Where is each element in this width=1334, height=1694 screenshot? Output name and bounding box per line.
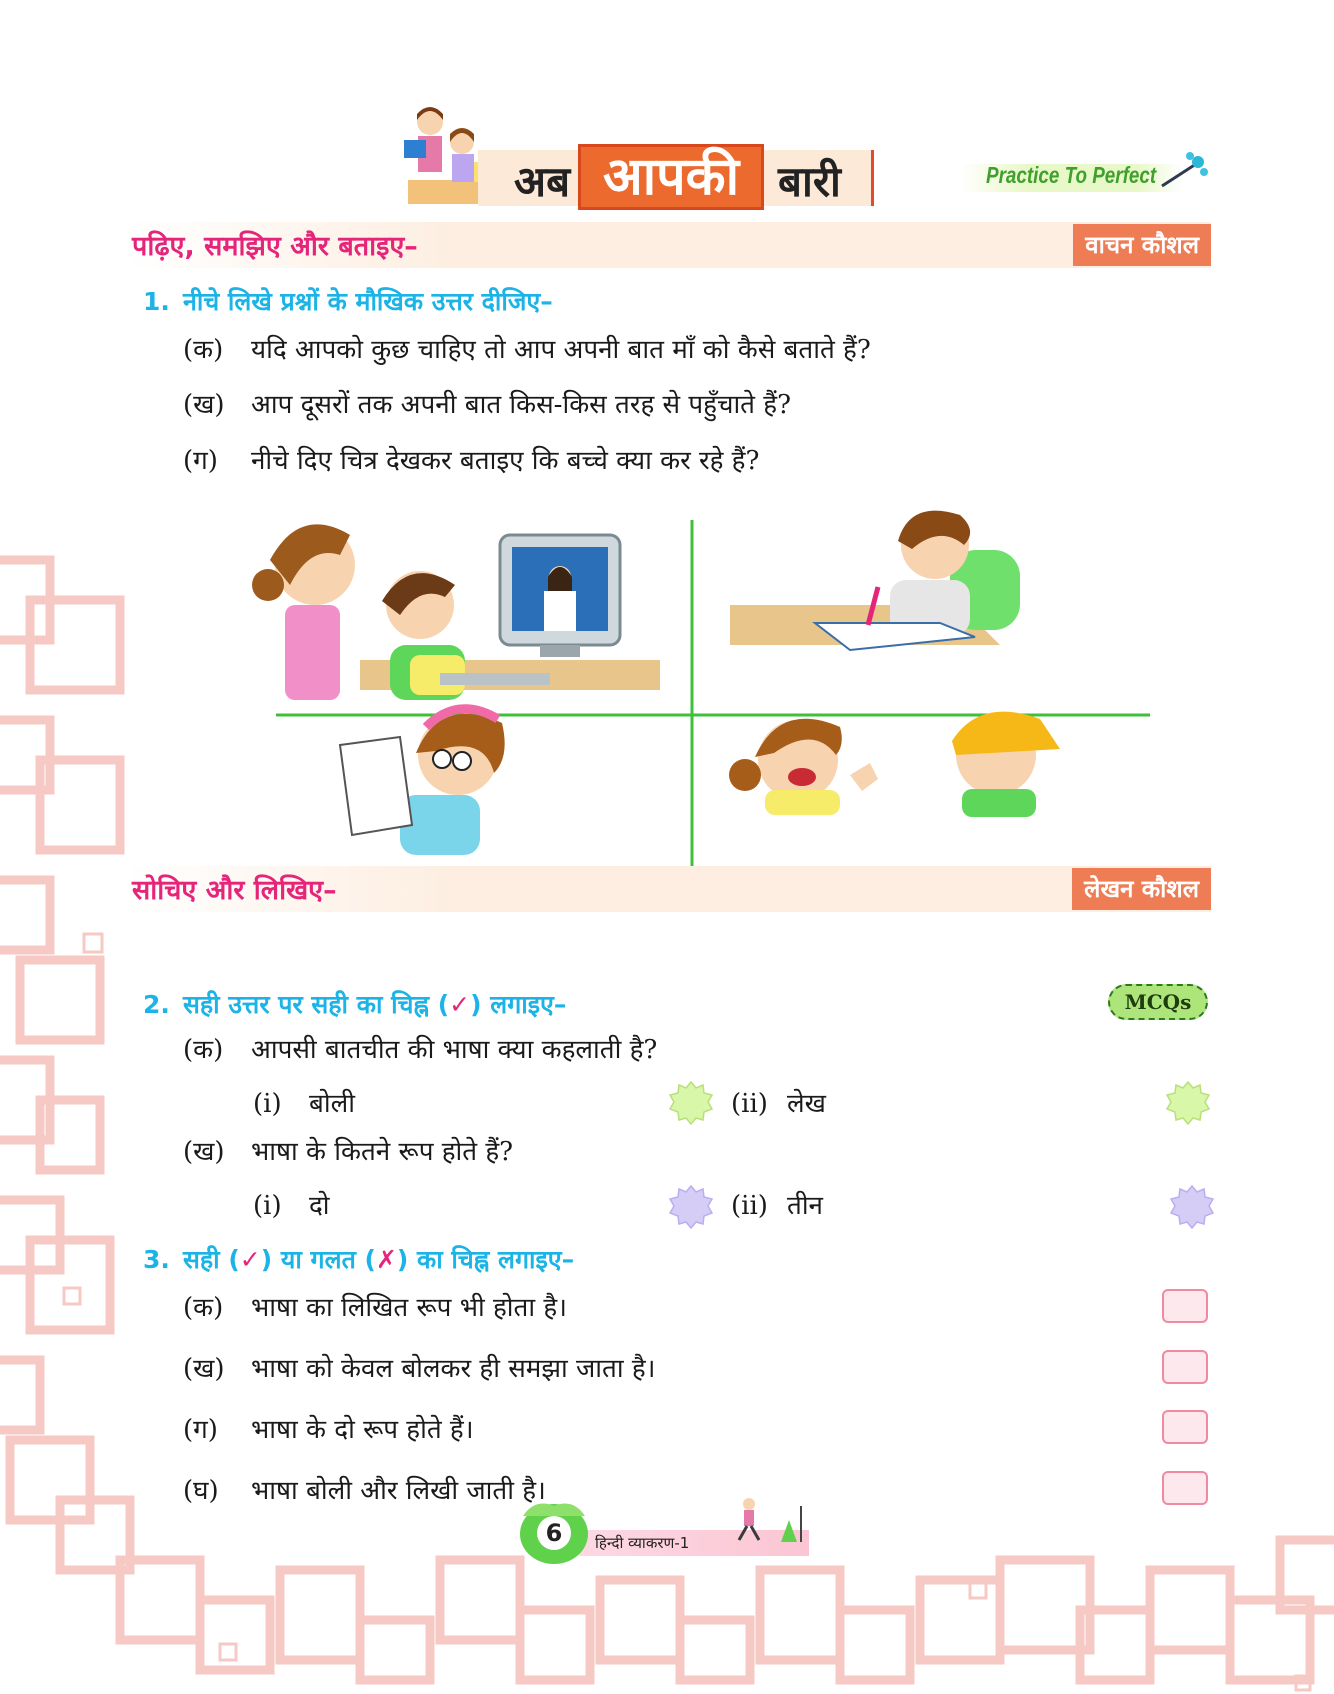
answer-box[interactable] (1162, 1410, 1208, 1444)
question-number: 2. (143, 990, 170, 1019)
item-text: आप दूसरों तक अपनी बात किस-किस तरह से पहुँचाते हैं? (251, 390, 792, 420)
illustration-canvas (240, 505, 1150, 905)
item-label: (ग) (183, 1415, 218, 1445)
item-text: भाषा के दो रूप होते हैं। (251, 1415, 474, 1445)
option-text: बोली (309, 1089, 355, 1119)
item-label: (क) (183, 335, 224, 365)
pen-splash-icon (1160, 150, 1210, 196)
book-title: हिन्दी व्याकरण-1 (595, 1534, 690, 1552)
banner-word-ab: अब (514, 157, 571, 206)
item-label: (ख) (183, 1137, 225, 1167)
panel-computer-icon (252, 524, 660, 700)
mcq-option (253, 1084, 355, 1120)
panel-reading-icon (340, 709, 505, 855)
banner-word-bari: बारी (778, 157, 841, 206)
item-text: भाषा को केवल बोलकर ही समझा जाता है। (251, 1354, 656, 1384)
option-text: लेख (787, 1089, 826, 1119)
true-false-item (183, 1410, 474, 1446)
item-label: (क) (183, 1035, 224, 1065)
item-label: (क) (183, 1293, 224, 1323)
mcq-option (731, 1084, 826, 1120)
mcq-option (253, 1186, 330, 1222)
mcq-option (731, 1186, 823, 1222)
banner-word-aapki: आपकी (602, 146, 740, 207)
question-item (183, 441, 759, 477)
answer-burst-checkbox[interactable] (1170, 1185, 1214, 1229)
question-item (183, 385, 791, 421)
runner-icon (729, 1496, 809, 1546)
question-text-pre: सही उत्तर पर सही का चिह्न ( (183, 990, 450, 1019)
section-title: सोचिए और लिखिए– (132, 875, 337, 906)
item-label: (ख) (183, 1354, 225, 1384)
practice-to-perfect-tag (960, 150, 1210, 196)
question-2-heading (143, 987, 566, 1021)
question-3-heading (143, 1242, 574, 1276)
option-label: (ii) (731, 1089, 768, 1119)
answer-burst-checkbox[interactable] (1166, 1081, 1210, 1125)
item-label: (ग) (183, 446, 218, 476)
children-illustration-grid (240, 505, 1150, 905)
question-text-mid: ) या गलत ( (260, 1245, 376, 1274)
skill-tag-reading: वाचन कौशल (1073, 224, 1211, 266)
tick-mark-icon: ✓ (239, 1245, 261, 1274)
option-text: दो (309, 1191, 330, 1221)
tick-mark-icon: ✓ (449, 990, 471, 1019)
answer-burst-checkbox[interactable] (669, 1081, 713, 1125)
question-1-heading (143, 284, 553, 318)
cross-mark-icon: ✗ (375, 1245, 397, 1274)
question-text-post: ) लगाइए– (470, 990, 567, 1019)
section-think-write (124, 866, 1211, 912)
option-text: तीन (787, 1191, 823, 1221)
section-read-understand (124, 222, 1211, 268)
item-label: (ख) (183, 390, 225, 420)
option-label: (i) (253, 1089, 282, 1119)
true-false-item (183, 1349, 656, 1385)
skill-tag-writing: लेखन कौशल (1072, 868, 1211, 910)
true-false-item (183, 1471, 546, 1507)
item-label: (घ) (183, 1476, 219, 1506)
mcq-question (183, 1030, 657, 1066)
question-number: 3. (143, 1245, 170, 1274)
option-label: (i) (253, 1191, 282, 1221)
panel-talking-icon (729, 712, 1060, 817)
answer-box[interactable] (1162, 1289, 1208, 1323)
banner-highlight-box (578, 144, 764, 210)
true-false-item (183, 1288, 567, 1324)
item-text: यदि आपको कुछ चाहिए तो आप अपनी बात माँ को कैसे बताते हैं? (251, 335, 871, 365)
item-text: नीचे दिए चित्र देखकर बताइए कि बच्चे क्या कर रहे हैं? (251, 446, 760, 476)
question-text-post: ) का चिह्न लगाइए– (396, 1245, 575, 1274)
answer-burst-checkbox[interactable] (669, 1185, 713, 1229)
answer-box[interactable] (1162, 1350, 1208, 1384)
question-item (183, 330, 871, 366)
question-text: नीचे लिखे प्रश्नों के मौखिक उत्तर दीजिए– (183, 287, 553, 316)
page-number: 6 (537, 1516, 571, 1550)
panel-writing-icon (730, 511, 1020, 650)
section-title: पढ़िए, समझिए और बताइए– (132, 231, 418, 262)
option-label: (ii) (731, 1191, 768, 1221)
item-text: भाषा का लिखित रूप भी होता है। (251, 1293, 567, 1323)
chapter-banner (400, 100, 880, 210)
tagline-text: Practice To Perfect (986, 162, 1157, 188)
answer-box[interactable] (1162, 1471, 1208, 1505)
question-text-pre: सही ( (183, 1245, 240, 1274)
item-text: भाषा बोली और लिखी जाती है। (251, 1476, 546, 1506)
mcq-question (183, 1132, 513, 1168)
question-number: 1. (143, 287, 170, 316)
page-footer (515, 1496, 815, 1566)
item-text: भाषा के कितने रूप होते हैं? (251, 1137, 514, 1167)
mcq-badge: MCQs (1108, 984, 1208, 1020)
item-text: आपसी बातचीत की भाषा क्या कहलाती है? (251, 1035, 658, 1065)
